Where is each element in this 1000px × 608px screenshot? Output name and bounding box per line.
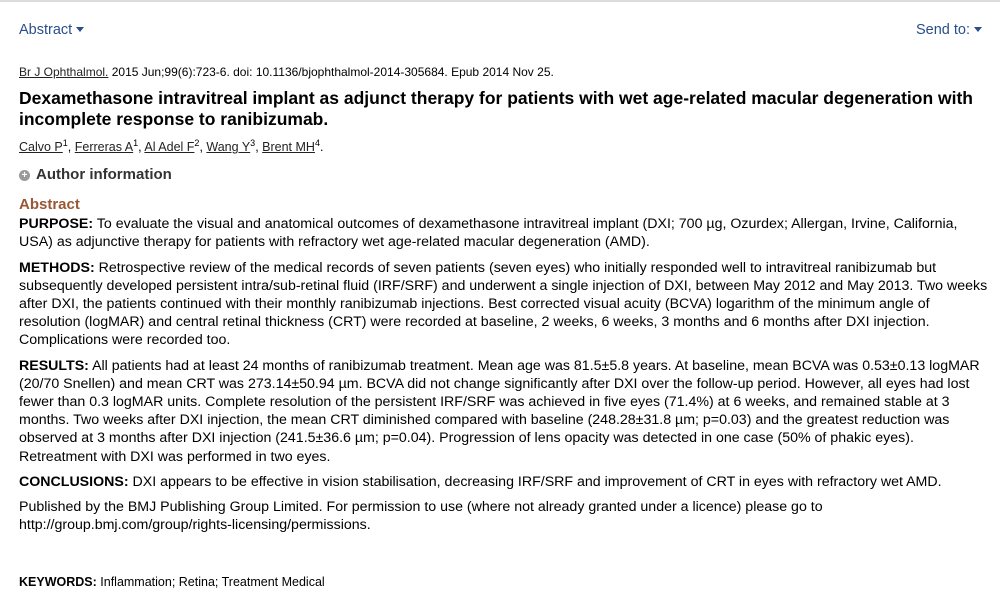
abstract-heading: Abstract xyxy=(19,196,80,214)
author-affiliation: 3 xyxy=(250,138,256,148)
author-link[interactable]: Al Adel F xyxy=(144,140,195,155)
article-content xyxy=(19,64,989,534)
results-label: RESULTS: xyxy=(19,357,89,374)
expand-plus-icon: + xyxy=(19,170,30,181)
author-affiliation: 1 xyxy=(62,138,68,148)
chevron-down-icon xyxy=(76,27,84,32)
keywords-value: Inflammation; Retina; Treatment Medical xyxy=(100,575,325,589)
chevron-down-icon xyxy=(974,27,982,32)
conclusions-label: CONCLUSIONS: xyxy=(19,473,129,490)
send-to-dropdown[interactable] xyxy=(916,22,982,38)
methods-label: METHODS: xyxy=(19,259,95,276)
send-to-label: Send to: xyxy=(915,22,970,38)
conclusions-section xyxy=(19,473,989,491)
author-information-toggle[interactable] xyxy=(19,165,989,185)
keywords-label: KEYWORDS: xyxy=(19,575,97,589)
author-link[interactable]: Calvo P xyxy=(19,140,63,155)
author-list: Calvo $P^1$, Ferreras $A^1$, Al Adel $F^2$, Wang $Y^3$, Brent $MH^4$. xyxy=(19,138,324,155)
format-dropdown[interactable] xyxy=(19,22,84,38)
author-link[interactable]: Wang Y xyxy=(206,140,251,155)
journal-link[interactable]: Br J Ophthalmol. xyxy=(19,65,109,79)
purpose-section xyxy=(19,215,989,251)
methods-text: Retrospective review of the medical records of seven patients (seven eyes) who initially responded well to intravitreal ranibizumab but subsequently developed persistent intra/sub-retinal fluid (IRF/SRF) and underwent a single injection of DXI, between May 2012 and May 2013. Two weeks after DXI, the patients continued with their monthly ranibizumab injections. Best corrected visual acuity (BCVA) logarithm of the minimum angle of resolution (logMAR) and central retinal thickness (CRT) were recorded at baseline, 2 weeks, 6 weeks, 3 months and 6 months after DXI injection. Complications were recorded too. xyxy=(19,259,988,349)
article-title: Dexamethasone intravitreal implant as adjunct therapy for patients with wet age-related macular degeneration with incomplete response to ranibizumab. xyxy=(19,88,973,129)
keywords xyxy=(19,575,325,589)
purpose-text: To evaluate the visual and anatomical outcomes of dexamethasone intravitreal implant (DXI; 700 µg, Ozurdex; Allergan, Irvine, California, USA) as adjunctive therapy for patients with refractory wet age-related macular degeneration (AMD). xyxy=(19,216,958,251)
methods-section xyxy=(19,259,989,350)
author-link[interactable]: Ferreras A xyxy=(74,140,134,155)
author-link[interactable]: Brent MH xyxy=(262,140,315,155)
toolbar xyxy=(0,18,1000,44)
results-section xyxy=(19,357,989,466)
citation xyxy=(19,64,989,80)
author-information-label: Author information xyxy=(36,166,172,184)
top-border xyxy=(0,0,1000,2)
author-affiliation: 2 xyxy=(194,138,200,148)
results-text: All patients had at least 24 months of ranibizumab treatment. Mean age was 81.5±5.8 years. At baseline, mean BCVA was 0.53±0.13 logMAR (20/70 Snellen) and mean CRT was 273.14±50.94 µm. BCVA did not change significantly after DXI over the follow-up period. However, all eyes had lost fewer than 0.3 logMAR units. Complete resolution of the persistent IRF/SRF was achieved in five eyes (71.4%) at 6 weeks, and remained stable at 3 months. Two weeks after DXI injection, the mean CRT diminished compared with baseline (248.28±31.8 µm; p=0.03) and the greatest reduction was observed at 3 months after DXI injection (241.5±36.6 µm; p=0.04). Progression of lens opacity was detected in one case (50% of phakic eyes). Retreatment with DXI was performed in two eyes. xyxy=(19,357,980,465)
conclusions-text: DXI appears to be effective in vision stabilisation, decreasing IRF/SRF and improvement of CRT in eyes with refractory wet AMD. xyxy=(132,473,942,490)
format-dropdown-label: Abstract xyxy=(19,22,73,38)
citation-details: 2015 Jun;99(6):723-6. doi: 10.1136/bjophthalmol-2014-305684. Epub 2014 Nov 25. xyxy=(111,65,554,79)
author-affiliation: 4 xyxy=(314,138,320,148)
copyright-notice: Published by the BMJ Publishing Group Limited. For permission to use (where not already granted under a licence) please go to http://group.bmj.com/group/rights-licensing/permissions. xyxy=(19,499,823,534)
purpose-label: PURPOSE: xyxy=(19,216,94,233)
author-affiliation: 1 xyxy=(133,138,139,148)
